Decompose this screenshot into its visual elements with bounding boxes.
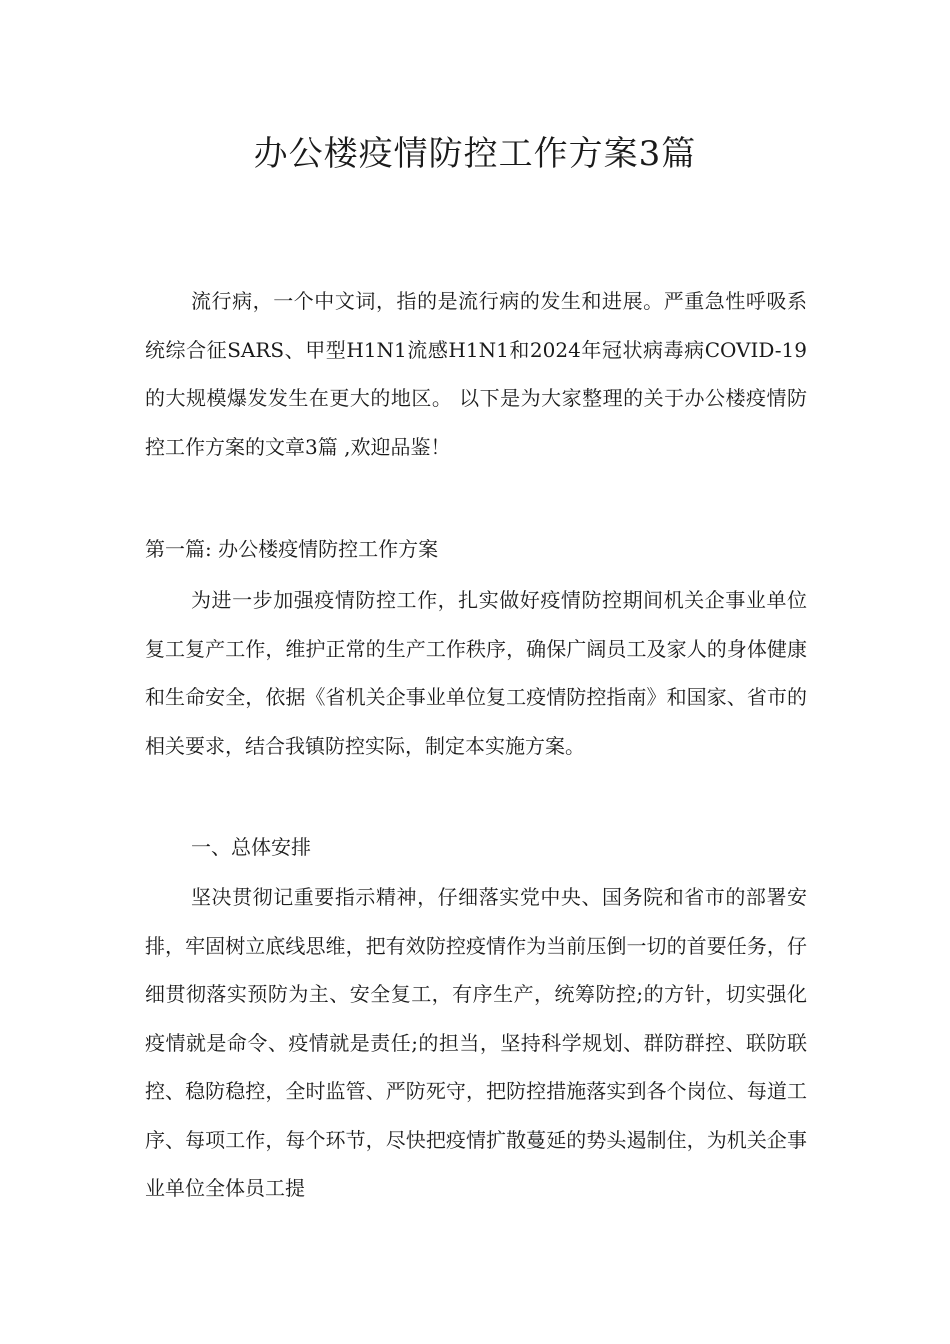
body-paragraph-2: 坚决贯彻记重要指示精神，仔细落实党中央、国务院和省市的部署安排，牢固树立底线思维，把有效防控疫情作为当前压倒一切的首要任务，仔细贯彻落实预防为主、安全复工，有序生产，统筹防控;的方针，切实强化疫情就是命令、疫情就是责任;的担当，坚持科学规划、群防群控、联防联控、稳防稳控，全时监管、严防死守，把防控措施落实到各个岗位、每道工序、每项工作，每个环节，尽快把疫情扩散蔓延的势头遏制住，为机关企事业单位全体员工提 [145,885,807,1200]
body-paragraph-1: 为进一步加强疫情防控工作，扎实做好疫情防控期间机关企事业单位复工复产工作，维护正常的生产工作秩序，确保广阔员工及家人的身体健康和生命安全，依据《省机关企事业单位复工疫情防控指南》和国家、省市的相关要求，结合我镇防控实际，制定本实施方案。 [145,588,807,758]
document-title: 办公楼疫情防控工作方案3篇 [253,134,697,174]
intro-paragraph: 流行病，一个中文词，指的是流行病的发生和进展。严重急性呼吸系统综合征SARS、甲型H1N1流感H1N1和2024年冠状病毒病COVID-19的大规模爆发发生在更大的地区。 以下是为大家整理的关于办公楼疫情防控工作方案的文章3篇 ,欢迎品鉴！ [145,289,807,459]
sub-heading: 一、总体安排 [191,835,311,859]
section-heading: 第一篇: 办公楼疫情防控工作方案 [145,537,439,561]
